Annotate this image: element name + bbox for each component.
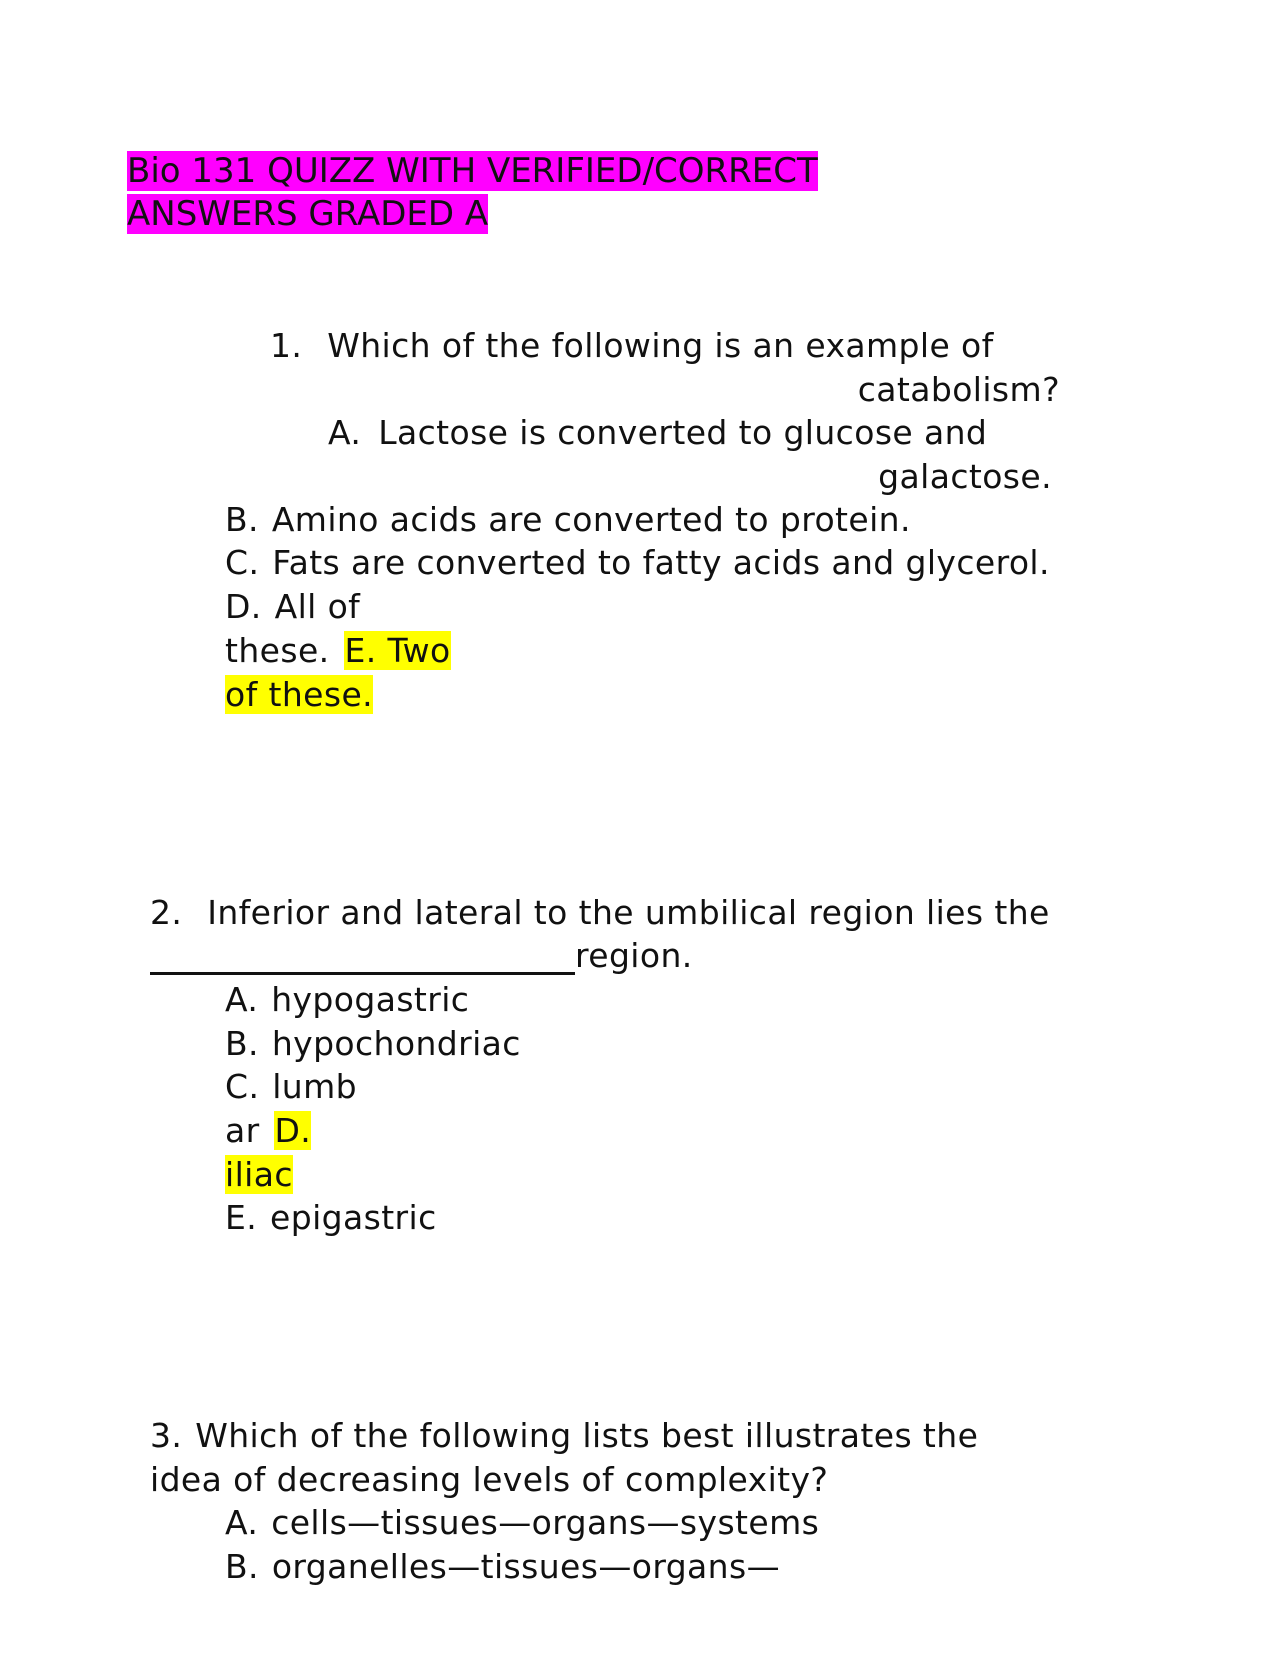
q1-option-c-label: C. (225, 543, 260, 582)
q1-option-d-label: D. (225, 587, 262, 626)
q2-option-d-correct-answer-cont: iliac (225, 1155, 293, 1194)
q1-option-b-label: B. (225, 500, 259, 539)
q3-option-a-text: cells—tissues—organs—systems (271, 1503, 820, 1542)
q1-option-e-line-2 (225, 673, 373, 717)
q2-option-e-text: epigastric (270, 1198, 437, 1237)
q3-option-a-label: A. (225, 1503, 259, 1542)
q2-option-a (225, 978, 469, 1022)
q1-stem-text: Which of the following is an example of (327, 326, 994, 365)
q1-option-d-text-cont: these. (225, 631, 330, 670)
q1-stem-line-2: catabolism? (857, 370, 1060, 409)
q1-option-d-line-1 (225, 585, 360, 629)
q3-option-b-label: B. (225, 1547, 259, 1586)
q3-stem-text: Which of the following lists best illustrates the (195, 1416, 979, 1455)
fill-in-blank-line (150, 942, 575, 975)
q1-option-a-label: A. (328, 413, 362, 452)
q2-option-a-text: hypogastric (271, 980, 470, 1019)
q2-option-b (225, 1022, 521, 1066)
q2-option-d-line-2 (225, 1153, 293, 1197)
q2-option-e (225, 1196, 437, 1240)
q1-option-d-text: All of (274, 587, 361, 626)
q3-number: 3. (150, 1416, 183, 1455)
q2-option-e-label: E. (225, 1198, 258, 1237)
q2-option-b-text: hypochondriac (271, 1024, 521, 1063)
q2-option-c-line-1 (225, 1065, 357, 1109)
q1-option-b-text: Amino acids are converted to protein. (271, 500, 911, 539)
q1-option-c-text: Fats are converted to fatty acids and glycerol. (272, 543, 1050, 582)
q2-stem-line-2 (150, 934, 693, 978)
q3-stem-line-1 (150, 1414, 978, 1458)
title-highlight: ANSWERS GRADED A (127, 194, 489, 234)
q1-option-e-correct-answer: E. Two (344, 631, 451, 670)
q2-option-c-text-cont: ar (225, 1111, 260, 1150)
title-highlight: Bio 131 QUIZZ WITH VERIFIED/CORRECT (127, 151, 818, 191)
q2-stem-line-1 (150, 891, 1050, 935)
q1-option-a-line-1 (328, 411, 987, 455)
q2-number: 2. (150, 893, 183, 932)
q2-option-c-text: lumb (272, 1067, 358, 1106)
q3-option-b (225, 1545, 780, 1589)
q2-option-c-line-2 (225, 1109, 311, 1153)
q3-option-b-text: organelles—tissues—organs— (271, 1547, 780, 1586)
q3-option-a (225, 1501, 819, 1545)
q2-stem-text-cont: region. (575, 936, 693, 975)
q1-stem-line-1 (270, 324, 994, 368)
q2-stem-text: Inferior and lateral to the umbilical region lies the (207, 893, 1050, 932)
q1-option-b (225, 498, 911, 542)
document-title-line-1 (127, 150, 818, 193)
q3-stem-line-2: idea of decreasing levels of complexity? (150, 1460, 829, 1499)
q1-option-c (225, 541, 1050, 585)
q1-option-d-line-2 (225, 629, 451, 673)
q1-option-a-text: Lactose is converted to glucose and (378, 413, 988, 452)
q1-number: 1. (270, 326, 303, 365)
q2-option-b-label: B. (225, 1024, 259, 1063)
q2-option-d-correct-answer: D. (274, 1111, 312, 1150)
q1-option-e-correct-answer-cont: of these. (225, 675, 374, 714)
q2-option-a-label: A. (225, 980, 259, 1019)
q2-option-c-label: C. (225, 1067, 260, 1106)
document-title-line-2 (127, 193, 488, 236)
q1-option-a-line-2: galactose. (878, 457, 1052, 496)
